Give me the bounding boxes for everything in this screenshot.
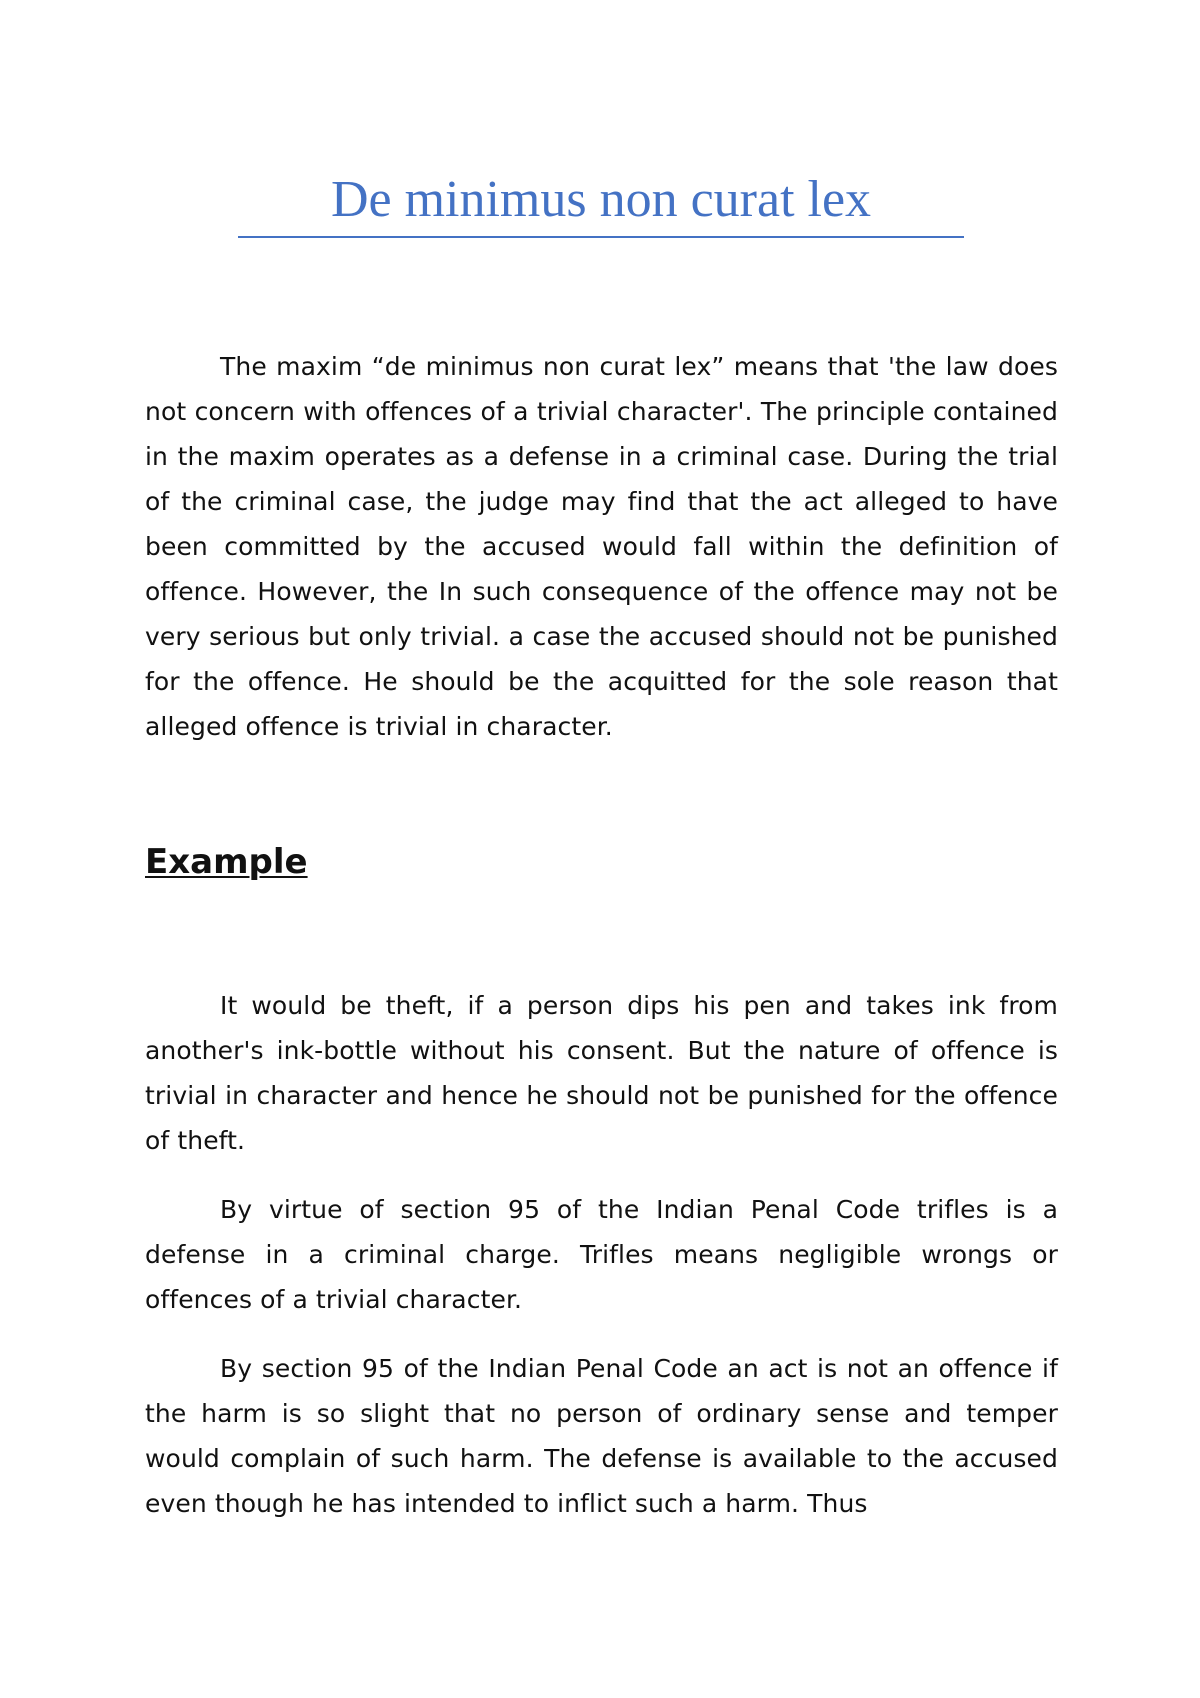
paragraph-section-95-harm: By section 95 of the Indian Penal Code an act is not an offence if the harm is so slight that no person of ordinary sense and temper would complain of such harm. The defense is available to the accused even though he has intended to inflict such a harm. Thus <box>145 1354 1058 1518</box>
document-title: De minimus non curat lex <box>330 171 872 228</box>
section-heading-example: Example <box>145 842 308 882</box>
paragraph-section-95-trifles: By virtue of section 95 of the Indian Penal Code trifles is a defense in a criminal charge. Trifles means negligible wrongs or offences of a trivial character. <box>145 1195 1058 1314</box>
paragraph-example-theft: It would be theft, if a person dips his pen and takes ink from another's ink-bottle without his consent. But the nature of offence is trivial in character and hence he should not be punished for the offence of theft. <box>145 991 1058 1155</box>
title-underline-rule <box>238 236 964 238</box>
paragraph-definition: The maxim “de minimus non curat lex” means that 'the law does not concern with offences of a trivial character'. The principle contained in the maxim operates as a defense in a criminal case. During the trial of the criminal case, the judge may find that the act alleged to have been committed by the accused would fall within the definition of offence. However, the In such consequence of the offence may not be very serious but only trivial. a case the accused should not be punished for the offence. He should be the acquitted for the sole reason that alleged offence is trivial in character. <box>145 352 1058 741</box>
